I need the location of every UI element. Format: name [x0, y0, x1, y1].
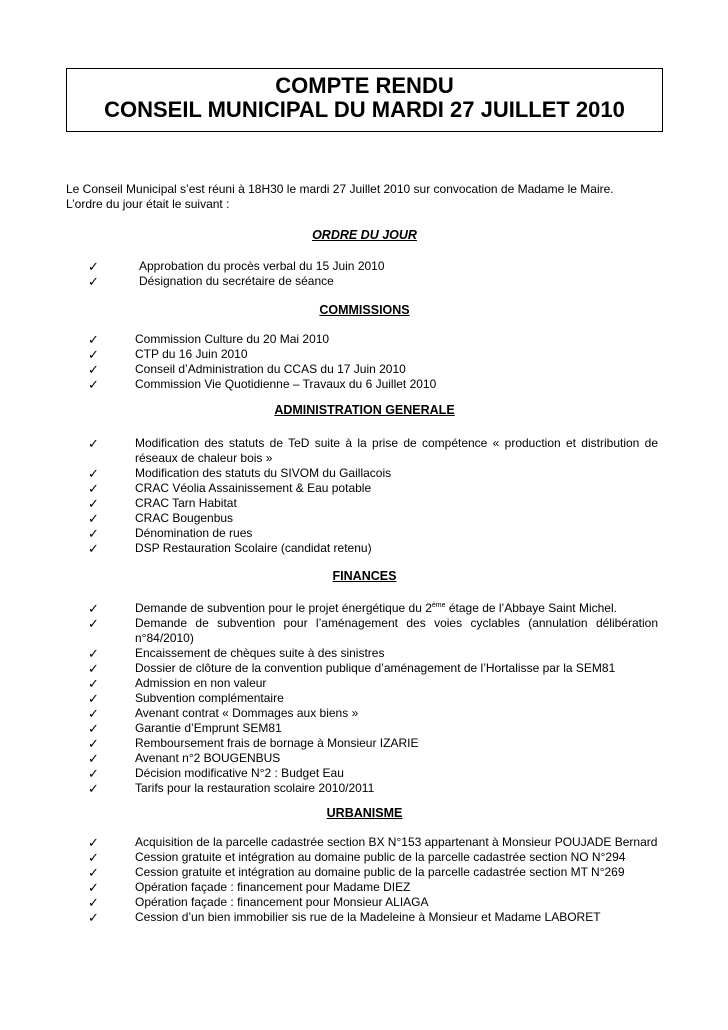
checkmark-icon: ✓ [88, 259, 99, 274]
checkmark-icon: ✓ [88, 766, 99, 781]
list-item: ✓ CRAC Tarn Habitat [88, 496, 237, 511]
list-item: ✓ Subvention complémentaire [88, 691, 284, 706]
checkmark-icon: ✓ [88, 332, 99, 347]
checkmark-icon: ✓ [88, 481, 99, 496]
urbanisme-list [0, 835, 658, 925]
checkmark-icon: ✓ [88, 676, 99, 691]
checkmark-icon: ✓ [88, 496, 99, 511]
list-item: ✓ Modification des statuts de TeD suite à la prise de compétence « production et distribution de réseaux de chaleur bois » [88, 436, 658, 465]
list-item: ✓ CTP du 16 Juin 2010 [88, 347, 248, 362]
list-item: ✓ CRAC Bougenbus [88, 511, 234, 526]
section-title-ordre-du-jour: ORDRE DU JOUR [312, 228, 417, 242]
list-item: ✓ Commission Culture du 20 Mai 2010 [88, 332, 330, 347]
section-title-finances: FINANCES [332, 569, 397, 583]
checkmark-icon: ✓ [88, 347, 99, 362]
checkmark-icon: ✓ [88, 781, 99, 796]
checkmark-icon: ✓ [88, 661, 99, 676]
checkmark-icon: ✓ [88, 541, 99, 556]
checkmark-icon: ✓ [88, 526, 99, 541]
administration-list [0, 436, 658, 556]
list-item: ✓ Encaissement de chèques suite à des sinistres [88, 646, 385, 661]
checkmark-icon: ✓ [88, 601, 99, 616]
checkmark-icon: ✓ [88, 511, 99, 526]
list-item: ✓ Dossier de clôture de la convention publique d’aménagement de l’Hortalisse par la SEM81 [88, 661, 616, 676]
checkmark-icon: ✓ [88, 691, 99, 706]
checkmark-icon: ✓ [88, 910, 99, 925]
checkmark-icon: ✓ [88, 895, 99, 910]
list-item: ✓ Désignation du secrétaire de séance [88, 274, 334, 289]
section-title-commissions: COMMISSIONS [319, 303, 410, 317]
commissions-list [0, 332, 658, 392]
list-item: ✓ Opération façade : financement pour Monsieur ALIAGA [88, 895, 429, 910]
list-item: ✓ Conseil d’Administration du CCAS du 17 Juin 2010 [88, 362, 406, 377]
document-title-line2: CONSEIL MUNICIPAL DU MARDI 27 JUILLET 2010 [104, 97, 625, 122]
list-item: ✓ Approbation du procès verbal du 15 Juin 2010 [88, 259, 385, 274]
document-title-line1: COMPTE RENDU [275, 73, 454, 98]
checkmark-icon: ✓ [88, 616, 99, 631]
checkmark-icon: ✓ [88, 721, 99, 736]
list-item: ✓ Commission Vie Quotidienne – Travaux du 6 Juillet 2010 [88, 377, 437, 392]
checkmark-icon: ✓ [88, 736, 99, 751]
checkmark-icon: ✓ [88, 865, 99, 880]
checkmark-icon: ✓ [88, 850, 99, 865]
ordre-du-jour-list [0, 259, 662, 289]
list-item: ✓ Cession d’un bien immobilier sis rue de la Madeleine à Monsieur et Madame LABORET [88, 910, 601, 925]
checkmark-icon: ✓ [88, 706, 99, 721]
list-item: ✓ Remboursement frais de bornage à Monsieur IZARIE [88, 736, 419, 751]
list-item: ✓ CRAC Véolia Assainissement & Eau potable [88, 481, 372, 496]
checkmark-icon: ✓ [88, 362, 99, 377]
list-item: ✓ Demande de subvention pour l’aménagement des voies cyclables (annulation délibération n°84/2010) [88, 616, 658, 645]
finances-list [0, 601, 658, 796]
checkmark-icon: ✓ [88, 646, 99, 661]
list-item: ✓ Opération façade : financement pour Madame DIEZ [88, 880, 411, 895]
list-item: ✓ Cession gratuite et intégration au domaine public de la parcelle cadastrée section NO N°294 [88, 850, 626, 865]
section-title-urbanisme: URBANISME [326, 806, 403, 820]
checkmark-icon: ✓ [88, 274, 99, 289]
list-item: ✓ Décision modificative N°2 : Budget Eau [88, 766, 344, 781]
list-item: ✓ Avenant contrat « Dommages aux biens » [88, 706, 359, 721]
checkmark-icon: ✓ [88, 880, 99, 895]
intro-line-1: Le Conseil Municipal s’est réuni à 18H30 le mardi 27 Juillet 2010 sur convocation de Madame le Maire. [66, 182, 614, 196]
list-item: ✓ Admission en non valeur [88, 676, 267, 691]
document-title-box [66, 68, 663, 132]
list-item: ✓ Dénomination de rues [88, 526, 253, 541]
list-item: ✓ Acquisition de la parcelle cadastrée section BX N°153 appartenant à Monsieur POUJADE Bernard [88, 835, 658, 850]
section-title-administration-generale: ADMINISTRATION GENERALE [274, 403, 455, 417]
checkmark-icon: ✓ [88, 751, 99, 766]
list-item: ✓ Modification des statuts du SIVOM du Gaillacois [88, 466, 392, 481]
list-item: ✓ Tarifs pour la restauration scolaire 2010/2011 [88, 781, 375, 796]
list-item: ✓ Avenant n°2 BOUGENBUS [88, 751, 281, 766]
list-item: ✓ Garantie d’Emprunt SEM81 [88, 721, 282, 736]
intro-line-2: L’ordre du jour était le suivant : [66, 197, 230, 211]
list-item: ✓ Demande de subvention pour le projet énergétique du 2ème étage de l’Abbaye Saint Michel. [88, 601, 617, 616]
list-item: ✓ DSP Restauration Scolaire (candidat retenu) [88, 541, 372, 556]
checkmark-icon: ✓ [88, 377, 99, 392]
checkmark-icon: ✓ [88, 466, 99, 481]
checkmark-icon: ✓ [88, 436, 99, 451]
list-item: ✓ Cession gratuite et intégration au domaine public de la parcelle cadastrée section MT N°269 [88, 865, 625, 880]
checkmark-icon: ✓ [88, 835, 99, 850]
